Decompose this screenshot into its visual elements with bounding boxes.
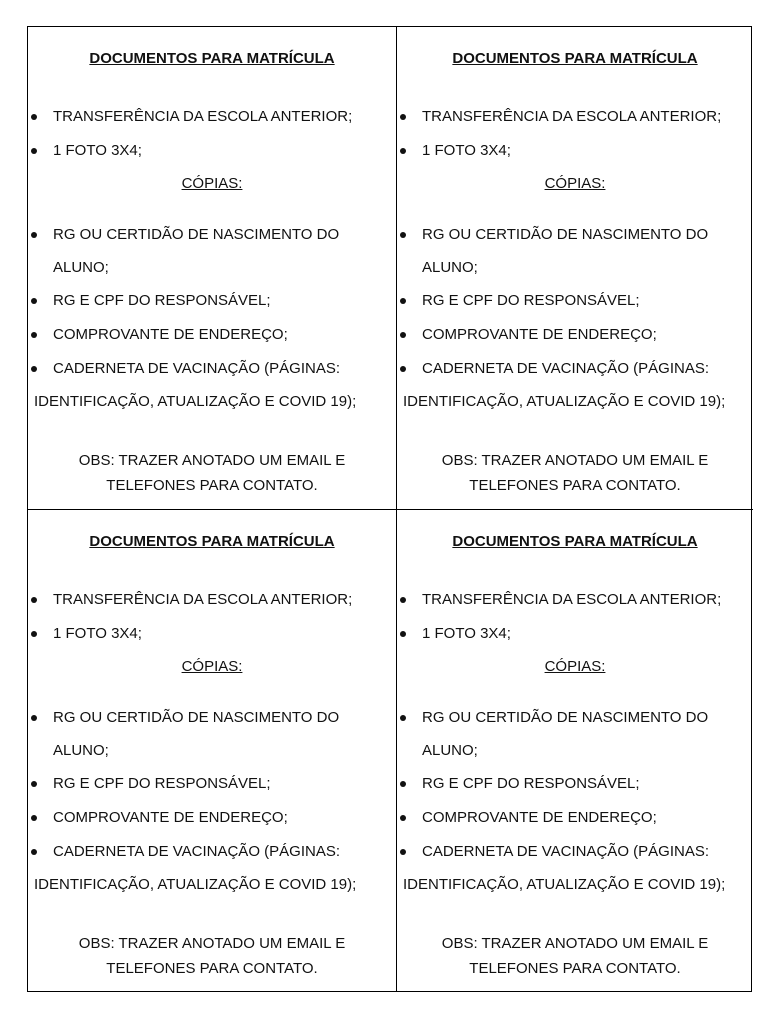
copies-heading: CÓPIAS: [544, 658, 606, 675]
list-item-label: RG OU CERTIDÃO DE NASCIMENTO DO [53, 709, 340, 726]
obs-line: TELEFONES PARA CONTATO. [106, 960, 318, 977]
list-item-label: CADERNETA DE VACINAÇÃO (PÁGINAS: [53, 360, 340, 377]
list-item-label: 1 FOTO 3X4; [422, 625, 511, 642]
obs-note [28, 448, 396, 498]
bullet-icon [31, 298, 37, 304]
copies-heading: CÓPIAS: [181, 658, 243, 675]
list-item-continuation: IDENTIFICAÇÃO, ATUALIZAÇÃO E COVID 19); [403, 393, 726, 410]
bullet-icon [400, 597, 406, 603]
bullet-icon [31, 366, 37, 372]
bullet-icon [400, 332, 406, 338]
obs-note [397, 448, 753, 498]
copies-heading: CÓPIAS: [544, 175, 606, 192]
obs-line: OBS: TRAZER ANOTADO UM EMAIL E [78, 935, 346, 952]
bullet-icon [31, 232, 37, 238]
bullet-icon [400, 715, 406, 721]
obs-line: TELEFONES PARA CONTATO. [469, 960, 681, 977]
bullet-icon [400, 366, 406, 372]
list-item-label: TRANSFERÊNCIA DA ESCOLA ANTERIOR; [422, 591, 722, 608]
card-title: DOCUMENTOS PARA MATRÍCULA [452, 533, 698, 550]
enrollment-card [28, 27, 397, 510]
list-item-label: 1 FOTO 3X4; [53, 625, 142, 642]
bullet-icon [31, 781, 37, 787]
list-item-label: TRANSFERÊNCIA DA ESCOLA ANTERIOR; [53, 591, 353, 608]
list-item-label: TRANSFERÊNCIA DA ESCOLA ANTERIOR; [422, 108, 722, 125]
list-item-label: 1 FOTO 3X4; [53, 142, 142, 159]
card-title: DOCUMENTOS PARA MATRÍCULA [89, 533, 335, 550]
document-sheet [27, 26, 752, 992]
copies-heading: CÓPIAS: [181, 175, 243, 192]
enrollment-card [28, 510, 397, 991]
obs-note [28, 931, 396, 981]
bullet-icon [31, 815, 37, 821]
bullet-icon [400, 781, 406, 787]
list-item-label: RG OU CERTIDÃO DE NASCIMENTO DO [53, 226, 340, 243]
list-item-label: CADERNETA DE VACINAÇÃO (PÁGINAS: [422, 843, 709, 860]
list-item-label: COMPROVANTE DE ENDEREÇO; [53, 809, 288, 826]
list-item-continuation: ALUNO; [422, 259, 478, 276]
bullet-icon [31, 148, 37, 154]
list-item-label: 1 FOTO 3X4; [422, 142, 511, 159]
bullet-icon [31, 849, 37, 855]
obs-line: TELEFONES PARA CONTATO. [106, 477, 318, 494]
list-item-label: TRANSFERÊNCIA DA ESCOLA ANTERIOR; [53, 108, 353, 125]
list-item-label: RG OU CERTIDÃO DE NASCIMENTO DO [422, 226, 709, 243]
enrollment-card [397, 27, 753, 510]
card-title: DOCUMENTOS PARA MATRÍCULA [89, 50, 335, 67]
list-item-continuation: ALUNO; [53, 259, 109, 276]
obs-note [397, 931, 753, 981]
bullet-icon [31, 597, 37, 603]
list-item-label: COMPROVANTE DE ENDEREÇO; [53, 326, 288, 343]
bullet-icon [400, 815, 406, 821]
bullet-icon [400, 298, 406, 304]
bullet-icon [400, 232, 406, 238]
obs-line: TELEFONES PARA CONTATO. [469, 477, 681, 494]
enrollment-card [397, 510, 753, 991]
list-item-continuation: IDENTIFICAÇÃO, ATUALIZAÇÃO E COVID 19); [403, 876, 726, 893]
card-title: DOCUMENTOS PARA MATRÍCULA [452, 50, 698, 67]
bullet-icon [400, 148, 406, 154]
list-item-label: COMPROVANTE DE ENDEREÇO; [422, 809, 657, 826]
obs-line: OBS: TRAZER ANOTADO UM EMAIL E [78, 452, 346, 469]
list-item-label: CADERNETA DE VACINAÇÃO (PÁGINAS: [422, 360, 709, 377]
list-item-label: RG E CPF DO RESPONSÁVEL; [53, 292, 271, 309]
bullet-icon [400, 631, 406, 637]
obs-line: OBS: TRAZER ANOTADO UM EMAIL E [441, 452, 709, 469]
list-item-label: RG E CPF DO RESPONSÁVEL; [422, 775, 640, 792]
bullet-icon [31, 631, 37, 637]
list-item-continuation: IDENTIFICAÇÃO, ATUALIZAÇÃO E COVID 19); [34, 876, 357, 893]
list-item-label: RG E CPF DO RESPONSÁVEL; [422, 292, 640, 309]
bullet-icon [400, 114, 406, 120]
bullet-icon [400, 849, 406, 855]
bullet-icon [31, 332, 37, 338]
bullet-icon [31, 114, 37, 120]
bullet-icon [31, 715, 37, 721]
list-item-label: RG E CPF DO RESPONSÁVEL; [53, 775, 271, 792]
list-item-continuation: IDENTIFICAÇÃO, ATUALIZAÇÃO E COVID 19); [34, 393, 357, 410]
list-item-label: COMPROVANTE DE ENDEREÇO; [422, 326, 657, 343]
list-item-label: CADERNETA DE VACINAÇÃO (PÁGINAS: [53, 843, 340, 860]
list-item-continuation: ALUNO; [422, 742, 478, 759]
list-item-continuation: ALUNO; [53, 742, 109, 759]
obs-line: OBS: TRAZER ANOTADO UM EMAIL E [441, 935, 709, 952]
list-item-label: RG OU CERTIDÃO DE NASCIMENTO DO [422, 709, 709, 726]
